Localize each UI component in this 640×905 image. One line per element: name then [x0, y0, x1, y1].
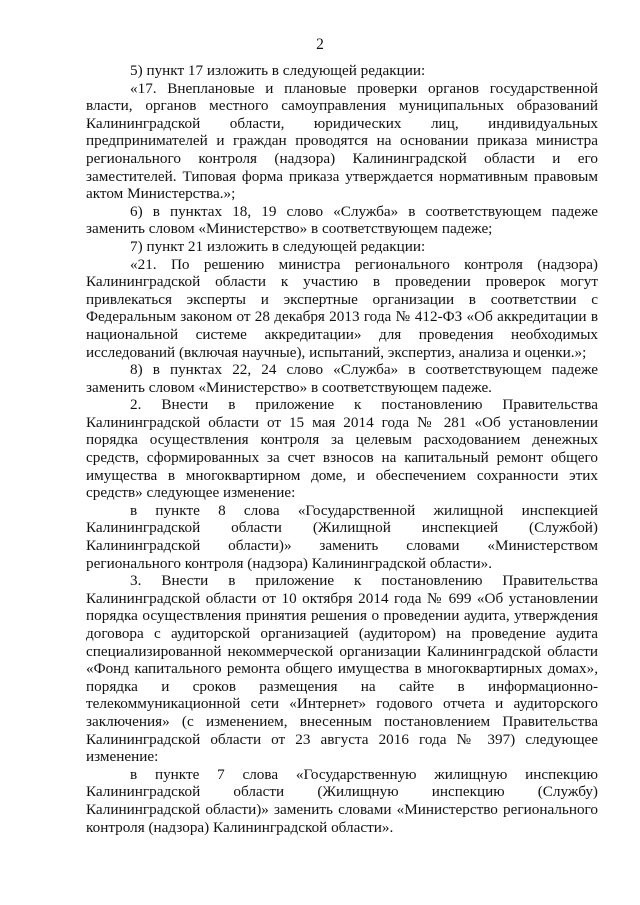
paragraph-section-3: 3. Внести в приложение к постановлению Правительства Калининградской области от 10 октября 2014 года № 699 «Об установлении порядка осуществления принятия решения о проведении аудита, утверждения договора с аудиторской организацией (аудитором) на проведение аудита специализированной некоммерческой организации Калининградской области «Фонд капитального ремонта общего имущества в многоквартирных домах», порядка и сроков размещения на сайте в информационно-телекоммуникационной сети «Интернет» годового отчета и аудиторского заключения» (с изменением, внесенным постановлением Правительства Калининградской области от 23 августа 2016 года № 397) следующее изменение:	[86, 572, 598, 766]
paragraph-quote-21: «21. По решению министра регионального контроля (надзора) Калининградской области к участию в проведении проверок могут привлекаться эксперты и экспертные организации в соответствии с Федеральным законом от 28 декабря 2013 года № 412-ФЗ «Об аккредитации в национальной системе аккредитации» для проведения необходимых исследований (включая научные), испытаний, экспертиз, анализа и оценки.»;	[86, 255, 598, 361]
paragraph-quote-17: «17. Внеплановые и плановые проверки органов государственной власти, органов местного самоуправления муниципальных образований Калининградской области, юридических лиц, индивидуальных предпринимателей и граждан проводятся на основании приказа министра регионального контроля (надзора) Калининградской области и его заместителей. Типовая форма приказа утверждается нормативным правовым актом Министерства.»;	[86, 79, 598, 203]
paragraph-item-8: 8) в пунктах 22, 24 слово «Служба» в соответствующем падеже заменить словом «Министерство» в соответствующем падеже.	[86, 361, 598, 396]
paragraph-item-6: 6) в пунктах 18, 19 слово «Служба» в соответствующем падеже заменить словом «Министерство» в соответствующем падеже;	[86, 202, 598, 238]
page-number: 2	[316, 36, 324, 53]
paragraph-item-7: 7) пункт 21 изложить в следующей редакции:	[130, 237, 426, 255]
paragraph-item-5: 5) пункт 17 изложить в следующей редакции:	[130, 62, 426, 79]
paragraph-section-3-change: в пункте 7 слова «Государственную жилищную инспекцию Калининградской области (Жилищную инспекцию (Службу) Калининградской области)» заменить словами «Министерство регионального контроля (надзора) Калининградской области».	[86, 765, 598, 836]
document-body	[86, 62, 598, 836]
paragraph-section-2-change: в пункте 8 слова «Государственной жилищной инспекцией Калининградской области (Жилищной инспекцией (Службой) Калининградской области)» заменить словами «Министерством регионального контроля (надзора) Калининградской области».	[86, 501, 598, 572]
paragraph-section-2: 2. Внести в приложение к постановлению Правительства Калининградской области от 15 мая 2014 года № 281 «Об установлении порядка осуществления контроля за целевым расходованием денежных средств, сформированных за счет взносов на капитальный ремонт общего имущества в многоквартирном доме, и обеспечением сохранности этих средств» следующее изменение:	[86, 396, 598, 502]
